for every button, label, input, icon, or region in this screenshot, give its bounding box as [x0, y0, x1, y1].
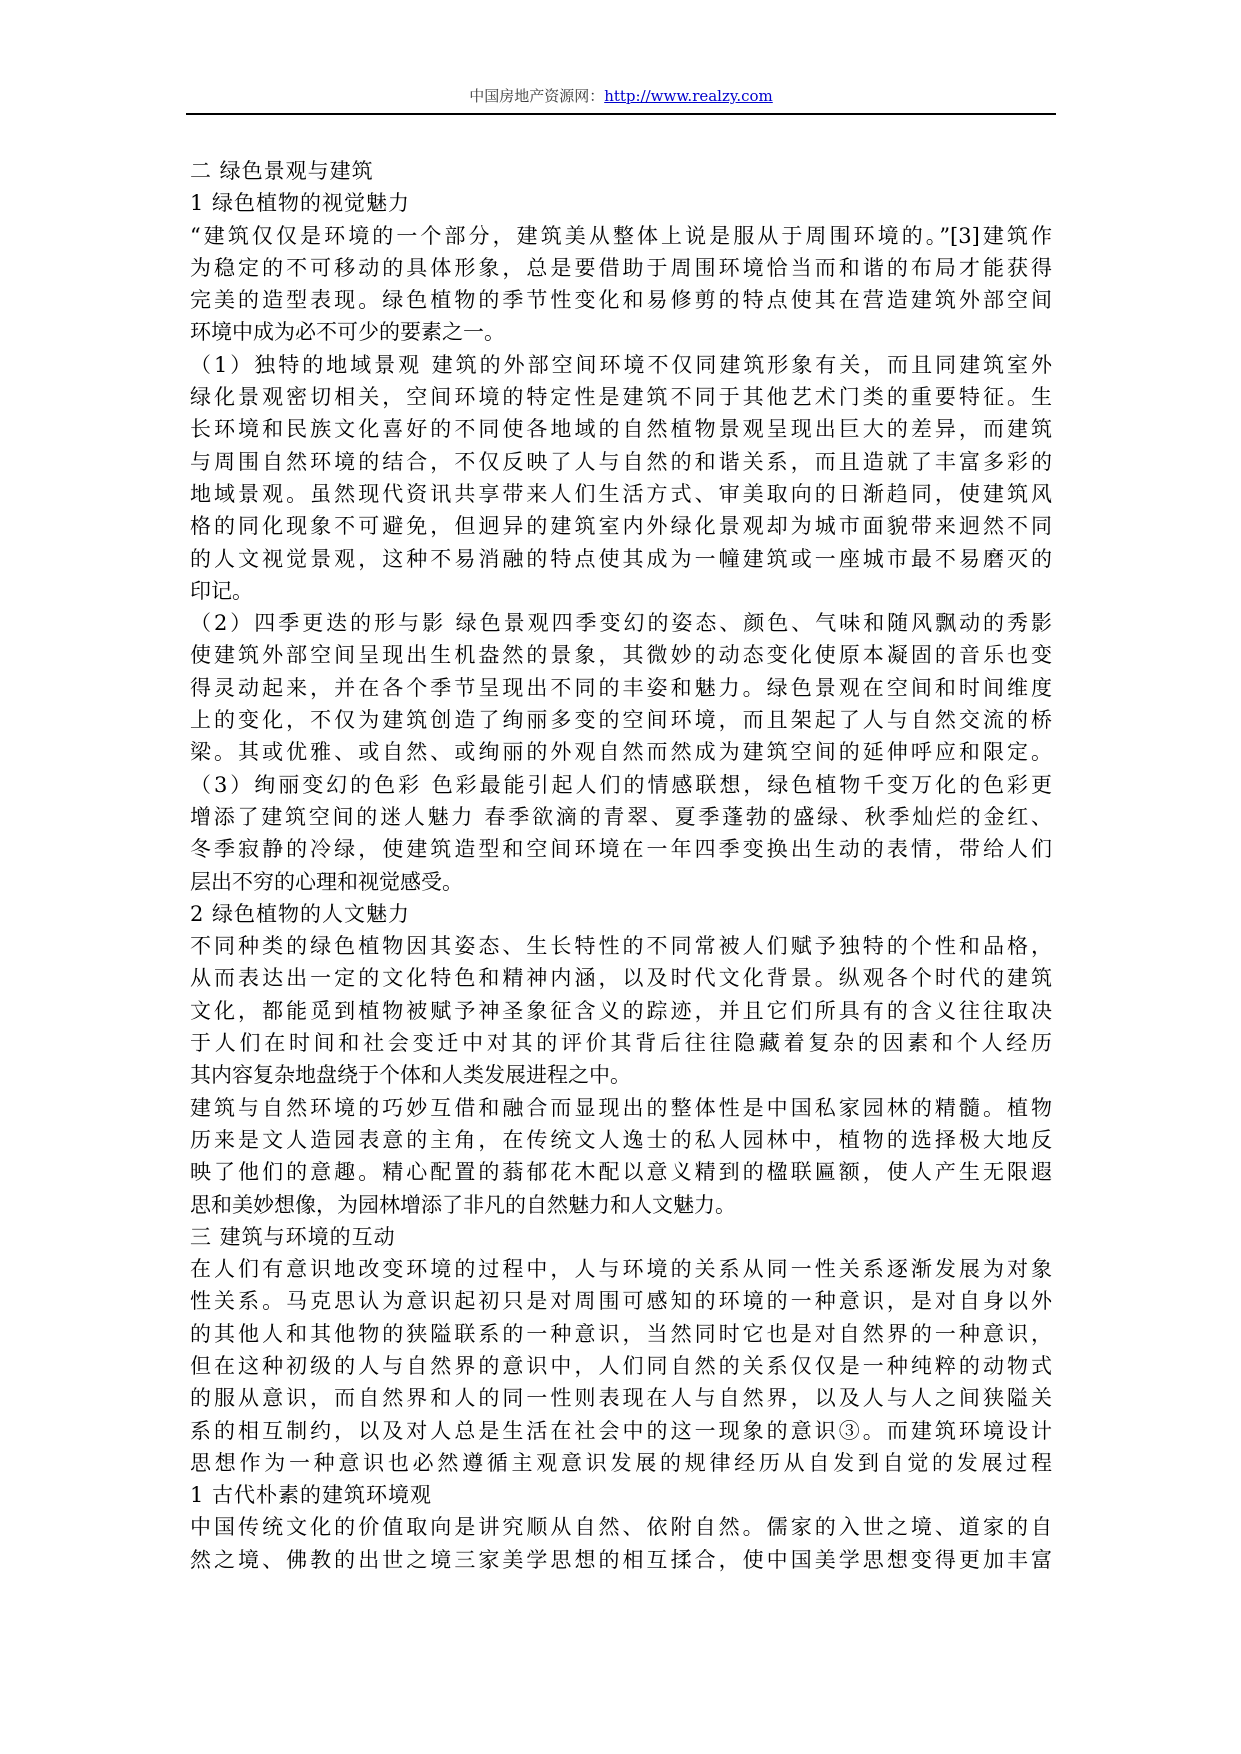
- site-link[interactable]: http://www.realzy.com: [604, 87, 773, 105]
- text-line: 层出不穷的心理和视觉感受。: [190, 869, 463, 894]
- text-line: 系的相互制约，以及对人总是生活在社会中的这一现象的意识③。而建筑环境设计: [190, 1418, 1052, 1443]
- text-line: 然之境、佛教的出世之境三家美学思想的相互揉合，使中国美学思想变得更加丰富: [190, 1547, 1052, 1572]
- text-line: 增添了建筑空间的迷人魅力 春季欲滴的青翠、夏季蓬勃的盛绿、秋季灿烂的金红、: [190, 804, 1052, 829]
- text-line: 思想作为一种意识也必然遵循主观意识发展的规律经历从自发到自觉的发展过程: [190, 1450, 1052, 1475]
- header-rule: [186, 113, 1056, 115]
- section-heading: 2 绿色植物的人文魅力: [190, 901, 411, 926]
- text-line: 性关系。马克思认为意识起初只是对周围可感知的环境的一种意识，是对自身以外: [190, 1289, 1052, 1314]
- text-line: 但在这种初级的人与自然界的意识中，人们同自然的关系仅仅是一种纯粹的动物式: [190, 1353, 1052, 1378]
- text-line: 不同种类的绿色植物因其姿态、生长特性的不同常被人们赋予独特的个性和品格，: [190, 934, 1052, 959]
- section-heading: 三 建筑与环境的互动: [190, 1224, 396, 1249]
- text-line: 的其他人和其他物的狭隘联系的一种意识，当然同时它也是对自然界的一种意识，: [190, 1321, 1052, 1346]
- text-line: 冬季寂静的冷绿，使建筑造型和空间环境在一年四季变换出生动的表情，带给人们: [190, 837, 1052, 862]
- text-line: 环境中成为必不可少的要素之一。: [190, 320, 505, 345]
- text-line: 地域景观。虽然现代资讯共享带来人们生活方式、审美取向的日渐趋同，使建筑风: [190, 481, 1052, 506]
- section-heading: 1 古代朴素的建筑环境观: [190, 1483, 433, 1508]
- text-line: 在人们有意识地改变环境的过程中，人与环境的关系从同一性关系逐渐发展为对象: [190, 1257, 1052, 1282]
- text-line: 文化，都能觅到植物被赋予神圣象征含义的踪迹，并且它们所具有的含义往往取决: [190, 998, 1052, 1023]
- section-heading: 1 绿色植物的视觉魅力: [190, 191, 411, 216]
- text-line: （1）独特的地域景观 建筑的外部空间环境不仅同建筑形象有关，而且同建筑室外: [190, 352, 1052, 377]
- text-line: 完美的造型表现。绿色植物的季节性变化和易修剪的特点使其在营造建筑外部空间: [190, 288, 1052, 313]
- text-line: 格的同化现象不可避免，但迥异的建筑室内外绿化景观却为城市面貌带来迥然不同: [190, 514, 1052, 539]
- text-line: 的服从意识，而自然界和人的同一性则表现在人与自然界，以及人与人之间狭隘关: [190, 1386, 1052, 1411]
- text-line: 中国传统文化的价值取向是讲究顺从自然、依附自然。儒家的入世之境、道家的自: [190, 1515, 1052, 1540]
- section-heading: 二 绿色景观与建筑: [190, 159, 374, 183]
- text-line: 长环境和民族文化喜好的不同使各地域的自然植物景观呈现出巨大的差异，而建筑: [190, 417, 1052, 442]
- document-body: [190, 155, 1052, 1576]
- text-line: 绿化景观密切相关，空间环境的特定性是建筑不同于其他艺术门类的重要特征。生: [190, 385, 1052, 410]
- text-line: 于人们在时间和社会变迁中对其的评价其背后往往隐藏着复杂的因素和个人经历: [190, 1031, 1052, 1056]
- text-line: 上的变化，不仅为建筑创造了绚丽多变的空间环境，而且架起了人与自然交流的桥: [190, 708, 1052, 733]
- text-line: 其内容复杂地盘绕于个体和人类发展进程之中。: [190, 1063, 631, 1088]
- text-line: 从而表达出一定的文化特色和精神内涵，以及时代文化背景。纵观各个时代的建筑: [190, 966, 1052, 991]
- text-line: “建筑仅仅是环境的一个部分，建筑美从整体上说是服从于周围环境的。”[3]建筑作: [190, 223, 1052, 248]
- text-line: （2）四季更迭的形与影 绿色景观四季变幻的姿态、颜色、气味和随风飘动的秀影: [190, 611, 1052, 636]
- text-line: 使建筑外部空间呈现出生机盎然的景象，其微妙的动态变化使原本凝固的音乐也变: [190, 643, 1052, 668]
- text-line: 历来是文人造园表意的主角，在传统文人逸士的私人园林中，植物的选择极大地反: [190, 1127, 1052, 1152]
- text-line: 建筑与自然环境的巧妙互借和融合而显现出的整体性是中国私家园林的精髓。植物: [190, 1095, 1052, 1120]
- text-line: 印记。: [190, 578, 253, 603]
- page-header: [186, 86, 1056, 106]
- text-line: 得灵动起来，并在各个季节呈现出不同的丰姿和魅力。绿色景观在空间和时间维度: [190, 675, 1052, 700]
- text-line: 映了他们的意趣。精心配置的蓊郁花木配以意义精到的楹联匾额，使人产生无限遐: [190, 1160, 1052, 1185]
- text-line: 思和美妙想像，为园林增添了非凡的自然魅力和人文魅力。: [190, 1192, 736, 1217]
- text-line: 的人文视觉景观，这种不易消融的特点使其成为一幢建筑或一座城市最不易磨灭的: [190, 546, 1052, 571]
- text-line: 梁。其或优雅、或自然、或绚丽的外观自然而然成为建筑空间的延伸呼应和限定。: [190, 740, 1052, 765]
- text-line: 与周围自然环境的结合，不仅反映了人与自然的和谐关系，而且造就了丰富多彩的: [190, 449, 1052, 474]
- text-line: （3）绚丽变幻的色彩 色彩最能引起人们的情感联想，绿色植物千变万化的色彩更: [190, 772, 1052, 797]
- text-line: 为稳定的不可移动的具体形象，总是要借助于周围环境恰当而和谐的布局才能获得: [190, 255, 1052, 280]
- site-label: 中国房地产资源网：: [469, 87, 605, 105]
